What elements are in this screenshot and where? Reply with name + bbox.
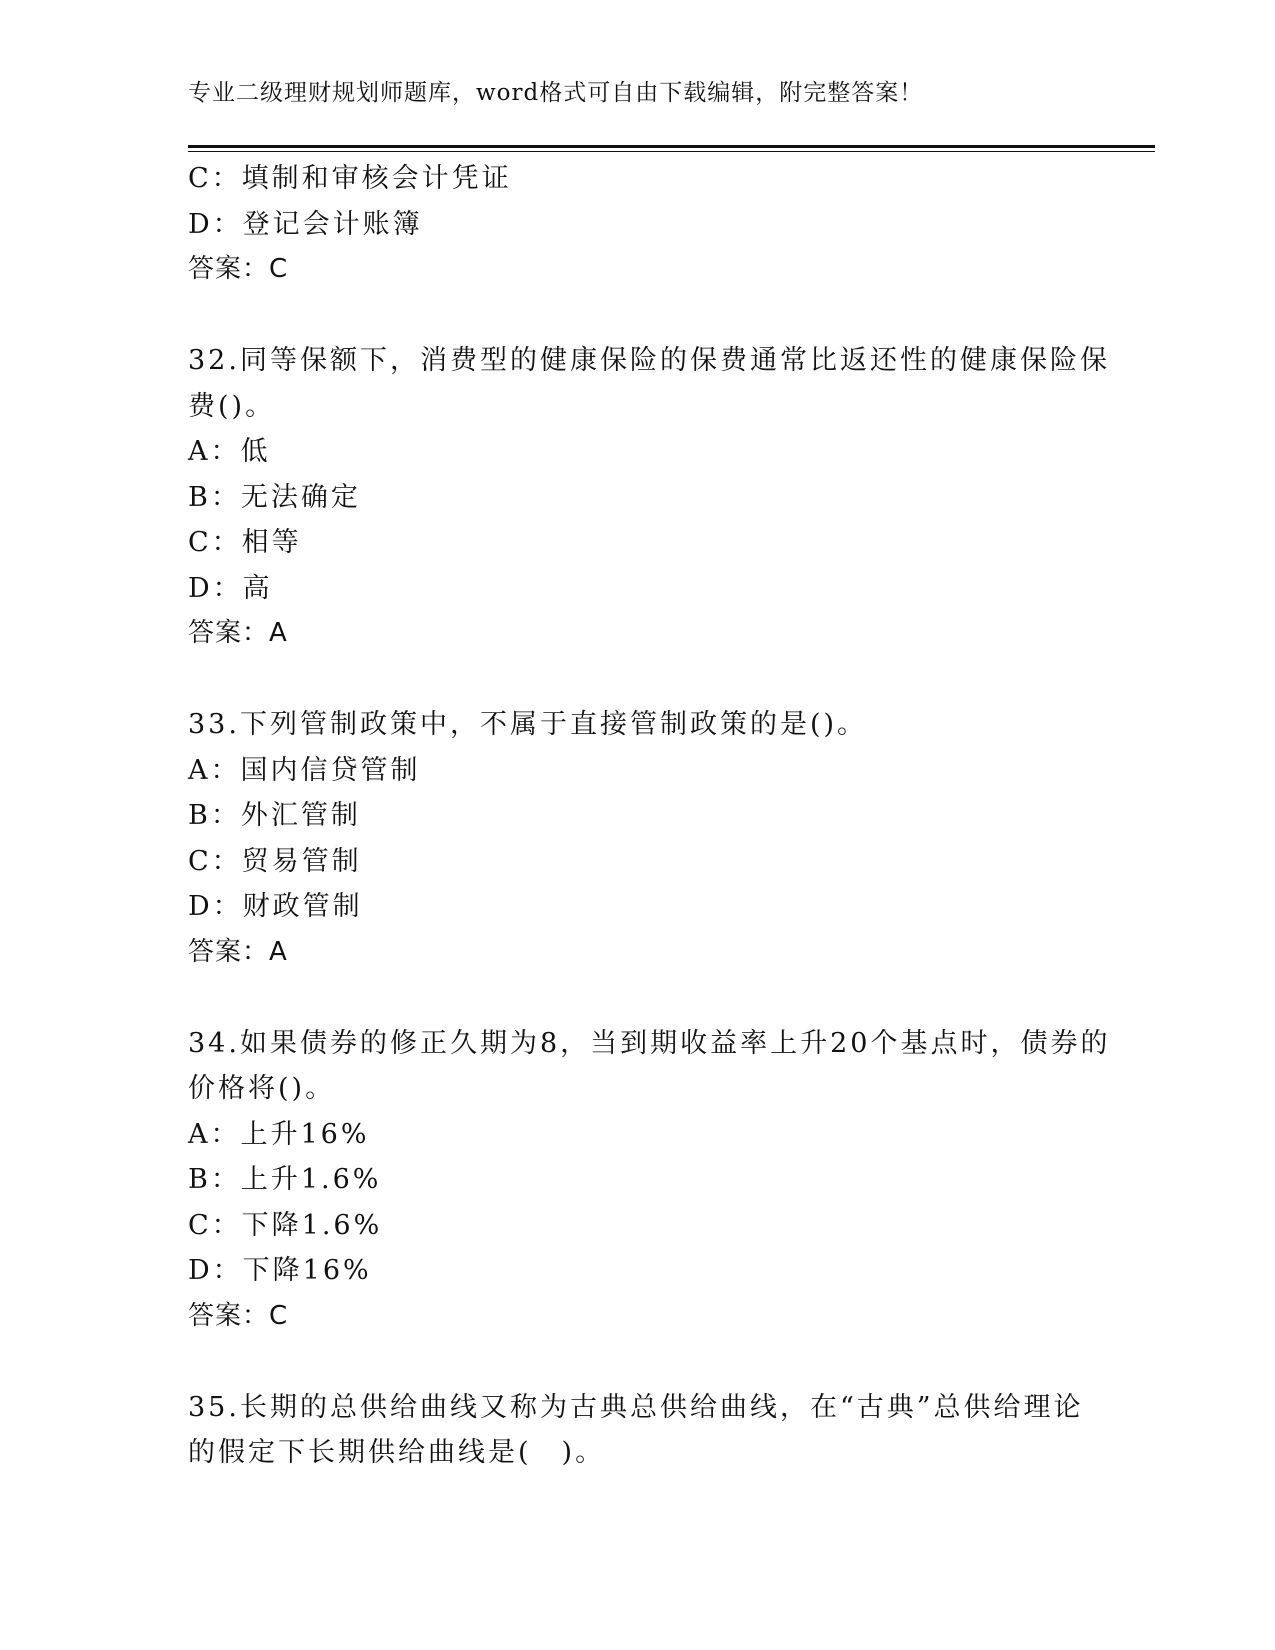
- page-header: 专业二级理财规划师题库，word格式可自由下载编辑，附完整答案！: [188, 80, 924, 106]
- option-d: D：财政管制: [188, 891, 363, 922]
- question-stem-line: 32.同等保额下，消费型的健康保险的保费通常比返还性的健康保险保: [188, 345, 1110, 376]
- question-stem-line: 33.下列管制政策中，不属于直接管制政策的是()。: [188, 709, 868, 740]
- question-stem-line: 34.如果债券的修正久期为8，当到期收益率上升20个基点时，债券的: [188, 1027, 1111, 1059]
- answer: 答案：C: [188, 1300, 289, 1331]
- option-c: C：贸易管制: [188, 845, 362, 877]
- option-c: C：相等: [188, 527, 302, 558]
- question-33: [188, 702, 1088, 975]
- spacer: [188, 293, 1088, 339]
- option-a: A：低: [188, 436, 271, 467]
- option-d: D：下降16%: [188, 1255, 372, 1286]
- answer: 答案：A: [188, 618, 288, 648]
- option-b: B：无法确定: [188, 481, 361, 513]
- question-35: [188, 1385, 1088, 1476]
- option-a: A：国内信贷管制: [188, 754, 421, 786]
- question-stem-line: 费()。: [188, 390, 276, 422]
- spacer: [188, 1339, 1088, 1385]
- header-rule-thick: [188, 145, 1155, 148]
- question-stem-line: 价格将()。: [188, 1073, 336, 1104]
- question-32: [188, 338, 1110, 657]
- option-a: A：上升16%: [188, 1118, 370, 1150]
- option-d: D：登记会计账簿: [188, 208, 423, 240]
- option-b: B：上升1.6%: [188, 1164, 382, 1195]
- option-c: C：下降1.6%: [188, 1209, 383, 1241]
- question-content: [188, 156, 1111, 1476]
- question-stem-line: 35.长期的总供给曲线又称为古典总供给曲线，在“古典”总供给理论: [188, 1391, 1084, 1423]
- question-stem-line: 的假定下长期供给曲线是( )。: [188, 1437, 606, 1468]
- answer: 答案：C: [188, 254, 289, 284]
- option-d: D：高: [188, 572, 273, 604]
- spacer: [188, 975, 1088, 1021]
- option-b: B：外汇管制: [188, 800, 361, 831]
- option-c: C：填制和审核会计凭证: [188, 163, 512, 194]
- answer: 答案：A: [188, 936, 288, 967]
- question-34: [188, 1021, 1111, 1340]
- header-rule-thin: [188, 151, 1155, 152]
- spacer: [188, 657, 1088, 703]
